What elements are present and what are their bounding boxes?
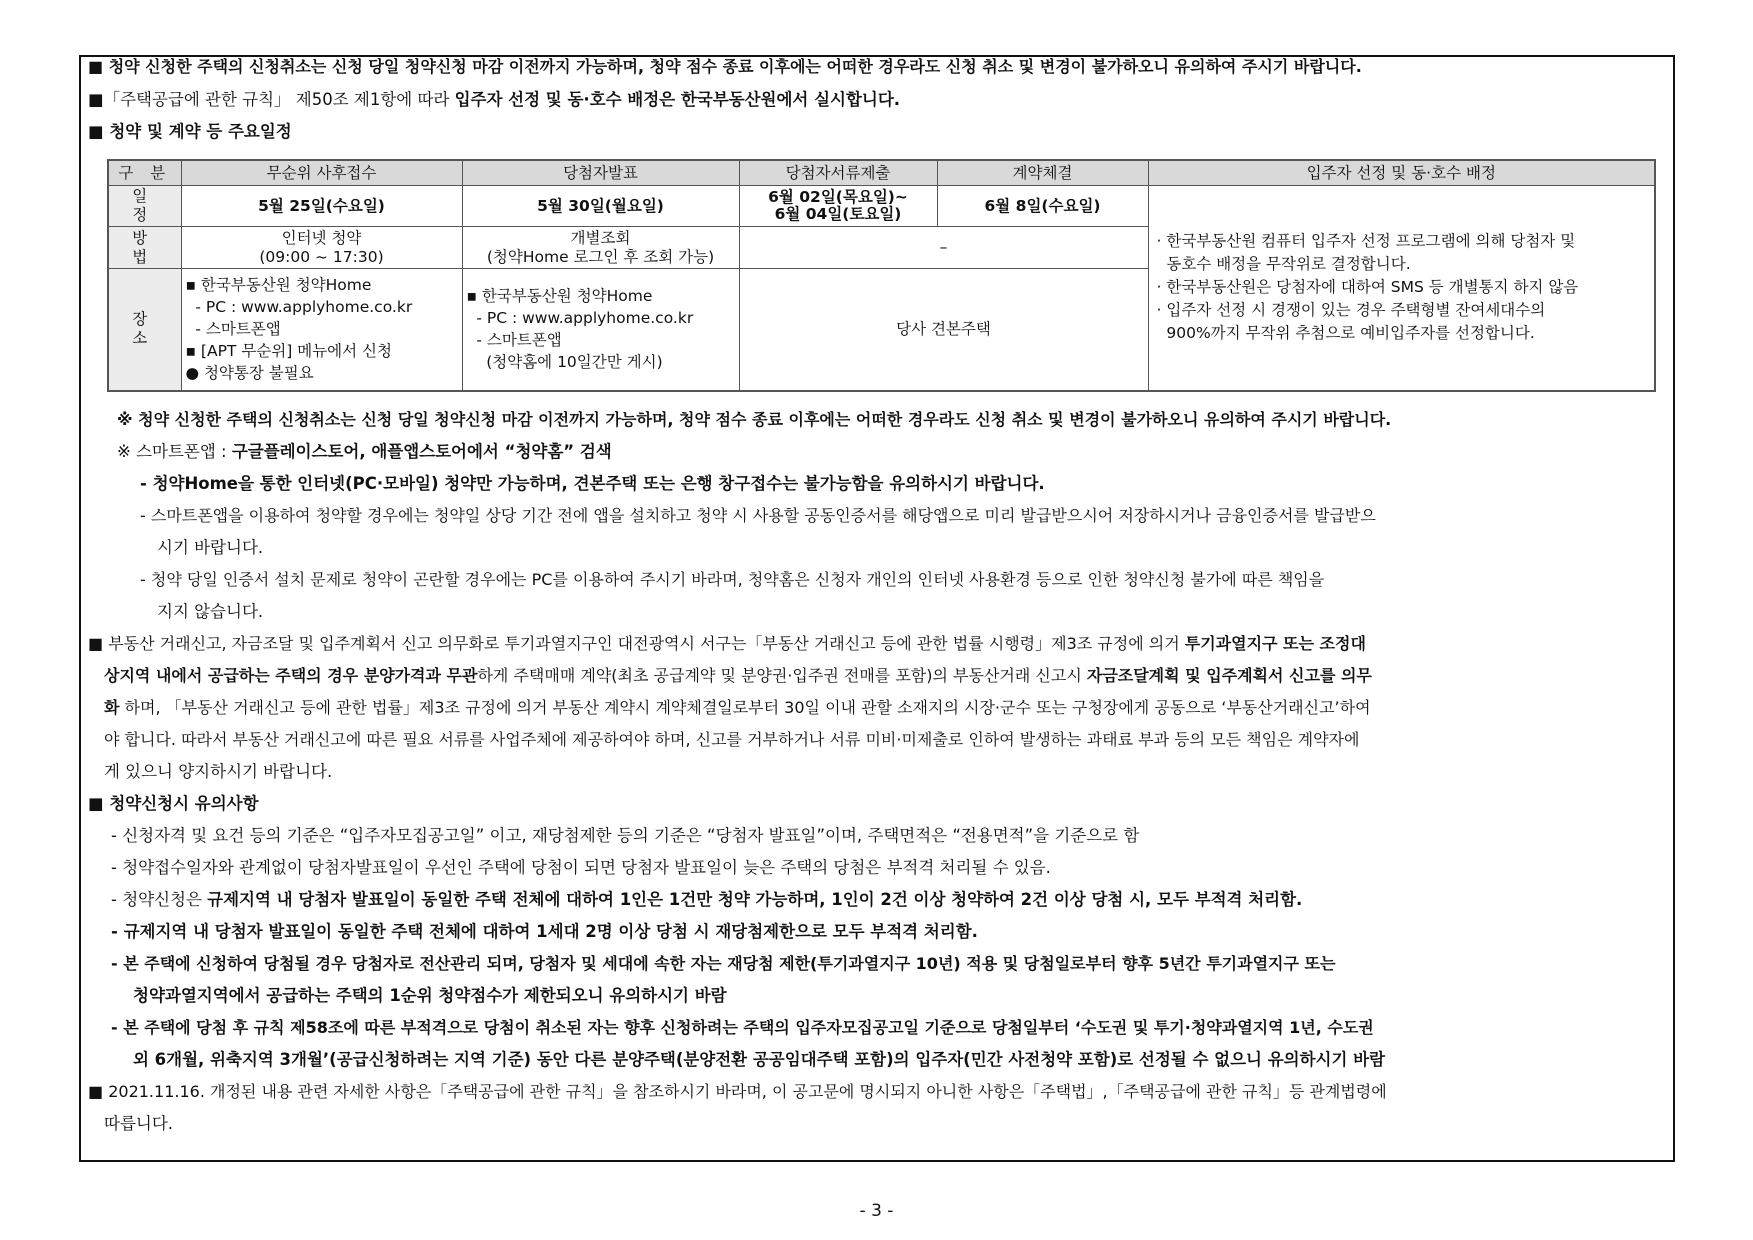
rule-notice-bold: 입주자 선정 및 동·호수 배정은 한국부동산원에서 실시합니다. xyxy=(454,90,901,109)
caution-item-cont: 외 6개월, 위축지역 3개월’(공급신청하려는 지역 기준) 동안 다른 분양주택(분양전환 공공임대주택 포함)의 입주자(민간 사전청약 포함)로 선정될 수 없으니 유의하시기 바람 xyxy=(133,1050,1386,1069)
realestate-text: 하게 주택매매 계약(최초 공급계약 및 분양권·입주권 전매를 포함)의 부동산거래 신고시 xyxy=(477,666,1087,685)
realestate-line-3 xyxy=(104,697,1371,719)
date-range-start: 6월 02일(목요일)~ xyxy=(768,188,908,206)
method-detail: (청약Home 로그인 후 조회 가능) xyxy=(486,247,715,266)
caution-item: - 청약접수일자와 관계없이 당첨자발표일이 우선인 주택에 당첨이 되면 당첨자 발표일이 늦은 주택의 당첨은 부적격 처리될 수 있음. xyxy=(111,858,1051,877)
selection-note-cell xyxy=(1148,186,1655,391)
table-cell: 5월 30일(월요일) xyxy=(462,186,739,227)
caution-item: - 규제지역 내 당첨자 발표일이 동일한 주택 전체에 대하여 1세대 2명 이상 당첨 시 재당첨제한으로 모두 부적격 처리함. xyxy=(111,922,978,941)
table-cell: 6월 8일(수요일) xyxy=(937,186,1148,227)
table-cell: 5월 25일(수요일) xyxy=(181,186,462,227)
caution-item xyxy=(111,889,1302,911)
caution-bold: 규제지역 내 당첨자 발표일이 동일한 주택 전체에 대하여 1인은 1건만 청약 가능하며, 1인이 2건 이상 청약하여 2건 이상 당첨 시, 모두 부적격 처리함. xyxy=(207,890,1303,909)
cert-note: - 스마트폰앱을 이용하여 청약할 경우에는 청약일 상당 기간 전에 앱을 설치하고 청약 시 사용할 공동인증서를 해당앱으로 미리 발급받으시어 저장하시거나 금융인증서를 발급받으 xyxy=(140,506,1376,525)
realestate-bold: 상지역 내에서 공급하는 주택의 경우 분양가격과 무관 xyxy=(104,666,478,685)
cancel-notice-repeat: ※ 청약 신청한 주택의 신청취소는 신청 당일 청약신청 마감 이전까지 가능하며, 청약 점수 종료 이후에는 어떠한 경우라도 신청 취소 및 변경이 불가하오니 유의하여 주시기 바랍니다. xyxy=(117,410,1392,429)
realestate-bold: 자금조달계획 및 입주계획서 신고를 의무 xyxy=(1086,666,1372,685)
date-range-end: 6월 04일(토요일) xyxy=(774,205,902,223)
smartphone-app-note xyxy=(117,441,612,463)
caution-heading: ■ 청약신청시 유의사항 xyxy=(88,794,259,813)
table-header-row xyxy=(108,160,1655,186)
cancel-notice: ■ 청약 신청한 주택의 신청취소는 신청 당일 청약신청 마감 이전까지 가능하며, 청약 점수 종료 이후에는 어떠한 경우라도 신청 취소 및 변경이 불가하오니 유의하여 주시기 바랍니다. xyxy=(88,57,1362,76)
table-cell xyxy=(739,186,937,227)
note-line: 900%까지 무작위 추첨으로 예비입주자를 선정합니다. xyxy=(1156,324,1535,343)
place-line: - PC : www.applyhome.co.kr xyxy=(466,309,694,328)
cert-issue-note: - 청약 당일 인증서 설치 문제로 청약이 곤란할 경우에는 PC를 이용하여 주시기 바라며, 청약홈은 신청자 개인의 인터넷 사용환경 등으로 인한 청약신청 불가에 따른 책임을 xyxy=(140,570,1325,589)
header-cell: 당첨자서류제출 xyxy=(739,160,937,186)
note-line: 동호수 배정을 무작위로 결정합니다. xyxy=(1156,255,1411,274)
realestate-line-1 xyxy=(88,633,1366,655)
method-hours: (09:00 ~ 17:30) xyxy=(259,247,384,266)
rule-notice-text: ■「주택공급에 관한 규칙」 제50조 제1항에 따라 xyxy=(88,90,455,109)
method-line: 개별조회 xyxy=(570,228,631,247)
header-cell: 구 분 xyxy=(108,160,181,186)
realestate-text: ■ 부동산 거래신고, 자금조달 및 입주계획서 신고 의무화로 투기과열지구인 대전광역시 서구는「부동산 거래신고 등에 관한 법률 시행령」제3조 규정에 의거 xyxy=(88,634,1185,653)
place-line: (청약홈에 10일간만 게시) xyxy=(466,353,663,372)
row-label: 장 소 xyxy=(108,269,181,391)
header-cell: 입주자 선정 및 동·호수 배정 xyxy=(1148,160,1655,186)
note-line: · 한국부동산원 컴퓨터 입주자 선정 프로그램에 의해 당첨자 및 xyxy=(1156,232,1576,251)
realestate-bold: 화 xyxy=(104,698,120,717)
rule-notice xyxy=(88,89,900,111)
place-line: ● 청약통장 불필요 xyxy=(185,364,314,383)
method-line: 인터넷 청약 xyxy=(281,228,362,247)
caution-item: - 신청자격 및 요건 등의 기준은 “입주자모집공고일” 이고, 재당첨제한 등의 기준은 “당첨자 발표일”이며, 주택면적은 “전용면적”을 기준으로 함 xyxy=(111,826,1140,845)
row-label: 일 정 xyxy=(108,186,181,227)
place-line: - 스마트폰앱 xyxy=(185,320,281,339)
note-line: · 입주자 선정 시 경쟁이 있는 경우 주택형별 잔여세대수의 xyxy=(1156,301,1546,320)
schedule-heading: ■ 청약 및 계약 등 주요일정 xyxy=(88,122,292,141)
smartphone-stores: 구글플레이스토어, 애플앱스토어에서 “청약홈” 검색 xyxy=(231,442,612,461)
place-line: ▪ [APT 무순위] 메뉴에서 신청 xyxy=(185,342,392,361)
schedule-table xyxy=(107,159,1656,392)
smartphone-label: ※ 스마트폰앱 : xyxy=(117,442,232,461)
place-line: ▪ 한국부동산원 청약Home xyxy=(466,287,653,306)
caution-text: - 청약신청은 xyxy=(111,890,208,909)
caution-item: - 본 주택에 신청하여 당첨될 경우 당첨자로 전산관리 되며, 당첨자 및 세대에 속한 자는 재당첨 제한(투기과열지구 10년) 적용 및 당첨일로부터 향후 5년간 투기과열지구 또는 xyxy=(111,954,1336,973)
header-cell: 당첨자발표 xyxy=(462,160,739,186)
cert-issue-note-cont: 지지 않습니다. xyxy=(157,602,264,621)
page-number: - 3 - xyxy=(859,1201,894,1221)
place-line: - PC : www.applyhome.co.kr xyxy=(185,298,413,317)
row-label: 방 법 xyxy=(108,227,181,269)
table-cell xyxy=(181,269,462,391)
caution-item-cont: 청약과열지역에서 공급하는 주택의 1순위 청약점수가 제한되오니 유의하시기 바람 xyxy=(133,986,727,1005)
realestate-line-4: 야 합니다. 따라서 부동산 거래신고에 따른 필요 서류를 사업주체에 제공하여야 하며, 신고를 거부하거나 서류 미비·미제출로 인하여 발생하는 과태료 부과 등의 모든 책임은 계약자에 xyxy=(104,730,1360,749)
table-cell: 당사 견본주택 xyxy=(739,269,1148,391)
place-line: - 스마트폰앱 xyxy=(466,331,562,350)
table-cell xyxy=(462,269,739,391)
table-row-date xyxy=(108,186,1655,227)
realestate-line-5: 게 있으니 양지하시기 바랍니다. xyxy=(104,762,333,781)
header-cell: 계약체결 xyxy=(937,160,1148,186)
online-only-note: - 청약Home을 통한 인터넷(PC·모바일) 청약만 가능하며, 견본주택 또는 은행 창구접수는 불가능함을 유의하시기 바랍니다. xyxy=(140,474,1045,493)
place-line: ▪ 한국부동산원 청약Home xyxy=(185,276,372,295)
cert-note-cont: 시기 바랍니다. xyxy=(157,538,264,557)
table-cell xyxy=(181,227,462,269)
table-cell xyxy=(462,227,739,269)
revision-notice-cont: 따릅니다. xyxy=(104,1114,174,1133)
revision-notice: ■ 2021.11.16. 개정된 내용 관련 자세한 사항은「주택공급에 관한 규칙」을 참조하시기 바라며, 이 공고문에 명시되지 아니한 사항은「주택법」,「주택공급에 관한 규칙」등 관계법령에 xyxy=(88,1082,1387,1101)
table-cell: – xyxy=(739,227,1148,269)
realestate-text: 하며, 「부동산 거래신고 등에 관한 법률」제3조 규정에 의거 부동산 계약시 계약체결일로부터 30일 이내 관할 소재지의 시장·군수 또는 구청장에게 공동으로 ‘부동산거래신고’하여 xyxy=(119,698,1371,717)
realestate-line-2 xyxy=(104,665,1372,687)
note-line: · 한국부동산원은 당첨자에 대하여 SMS 등 개별통지 하지 않음 xyxy=(1156,278,1579,297)
realestate-bold: 투기과열지구 또는 조정대 xyxy=(1184,634,1366,653)
caution-item: - 본 주택에 당첨 후 규칙 제58조에 따른 부적격으로 당첨이 취소된 자는 향후 신청하려는 주택의 입주자모집공고일 기준으로 당첨일부터 ‘수도권 및 투기·청약과열지역 1년, 수도권 xyxy=(111,1018,1374,1037)
header-cell: 무순위 사후접수 xyxy=(181,160,462,186)
